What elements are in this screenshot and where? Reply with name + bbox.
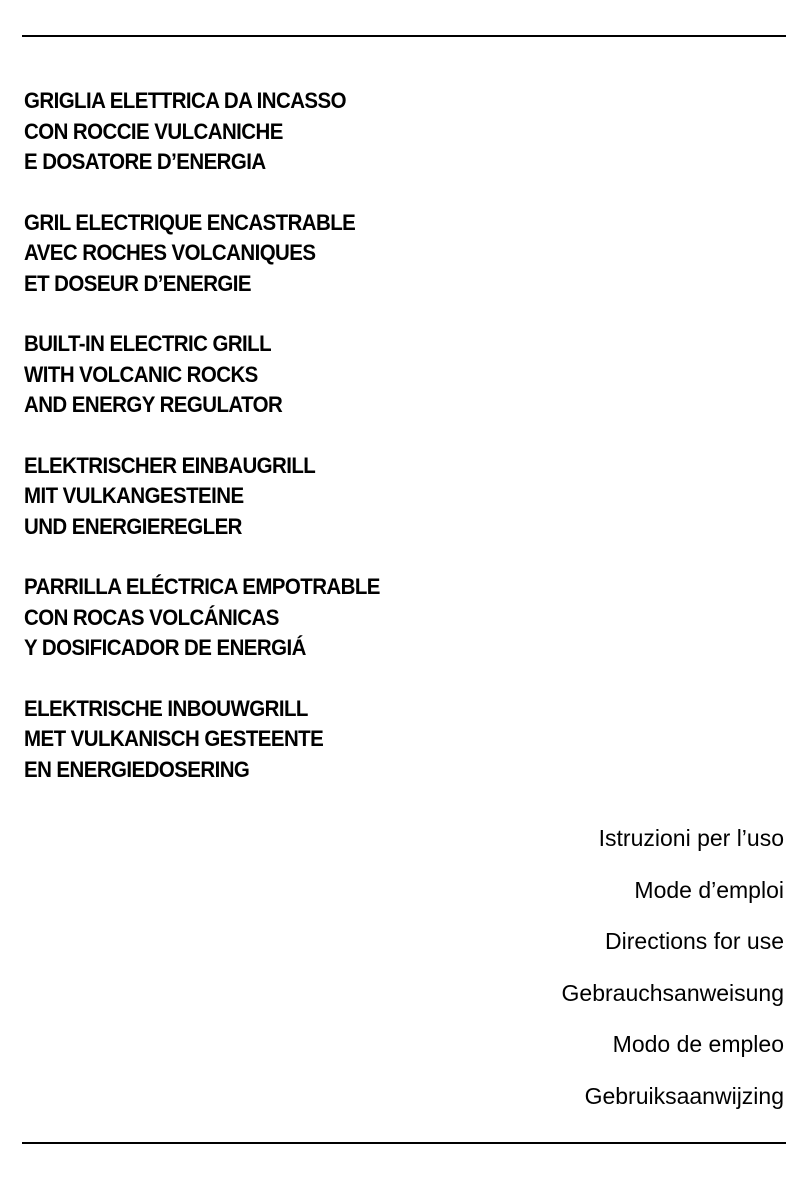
title-line: PARRILLA ELÉCTRICA EMPOTRABLE (24, 574, 380, 599)
manual-label-german: Gebrauchsanweisung (561, 979, 784, 1006)
title-line: ELEKTRISCHER EINBAUGRILL (24, 452, 316, 478)
manual-label-english: Directions for use (605, 928, 784, 954)
title-line: WITH VOLCANIC ROCKS (24, 361, 258, 387)
manual-label-dutch: Gebruiksaanwijzing (584, 1082, 784, 1109)
manual-label-italian: Istruzioni per l’uso (598, 825, 784, 851)
top-divider (22, 35, 786, 37)
title-line: Y DOSIFICADOR DE ENERGIÁ (24, 635, 306, 660)
title-line: CON ROCCIE VULCANICHE (24, 118, 283, 144)
title-line: GRIL ELECTRIQUE ENCASTRABLE (24, 209, 356, 235)
manual-type-list (284, 826, 784, 1135)
title-block-french (24, 208, 784, 300)
product-titles (24, 86, 784, 815)
title-line: AVEC ROCHES VOLCANIQUES (24, 240, 316, 265)
title-line: ELEKTRISCHE INBOUWGRILL (24, 695, 308, 721)
title-line: BUILT-IN ELECTRIC GRILL (24, 331, 272, 356)
title-block-dutch (24, 694, 784, 786)
manual-label-spanish: Modo de empleo (612, 1031, 784, 1057)
title-line: MET VULKANISCH GESTEENTE (24, 726, 324, 751)
title-block-italian (24, 86, 784, 178)
title-block-german (24, 451, 784, 543)
title-line: MIT VULKANGESTEINE (24, 483, 244, 508)
manual-label-french: Mode d’emploi (634, 876, 784, 903)
title-line: E DOSATORE D’ENERGIA (24, 149, 266, 174)
title-line: ET DOSEUR D’ENERGIE (24, 270, 252, 296)
bottom-divider (22, 1142, 786, 1144)
title-line: GRIGLIA ELETTRICA DA INCASSO (24, 88, 346, 113)
title-line: UND ENERGIEREGLER (24, 513, 242, 539)
title-line: CON ROCAS VOLCÁNICAS (24, 604, 279, 630)
title-block-spanish (24, 572, 784, 664)
title-line: AND ENERGY REGULATOR (24, 392, 283, 417)
title-block-english (24, 329, 784, 421)
title-line: EN ENERGIEDOSERING (24, 756, 250, 782)
